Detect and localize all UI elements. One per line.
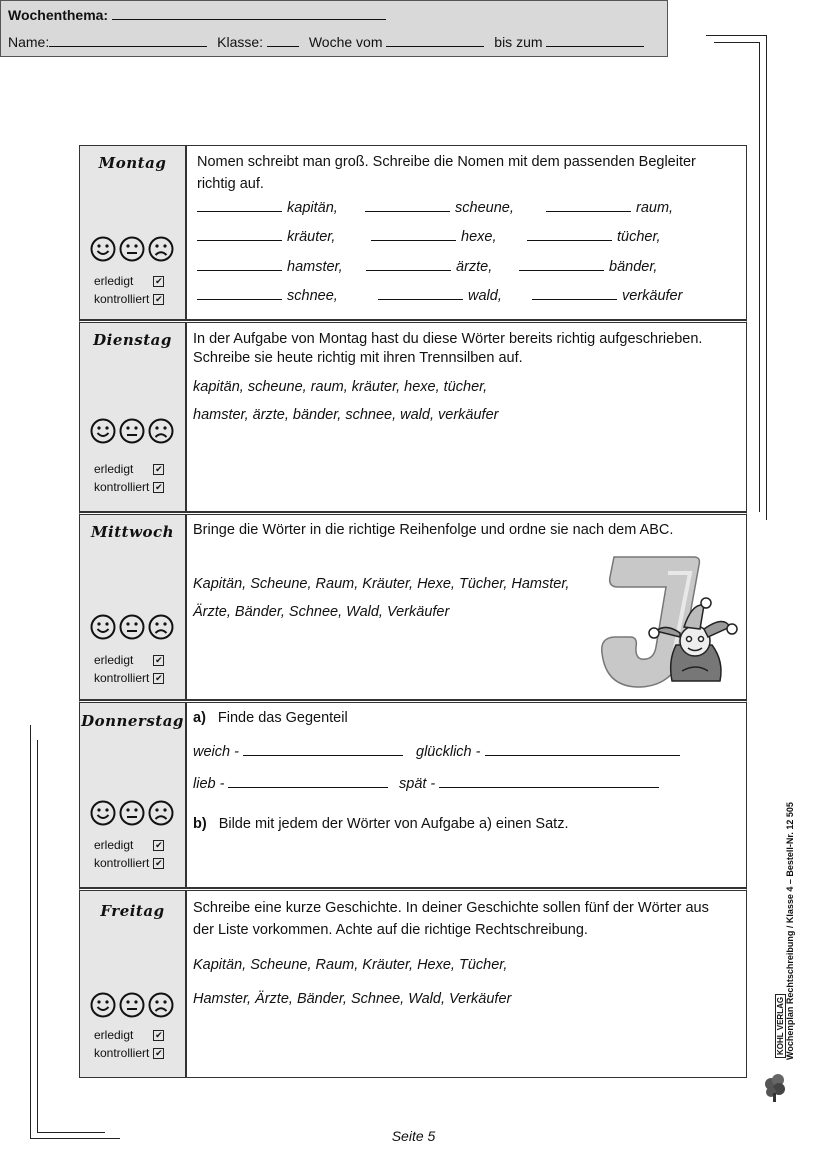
happy-face-icon[interactable] (90, 992, 116, 1018)
wochenthema-label: Wochenthema: (8, 7, 109, 23)
publisher-logo-icon (763, 1070, 787, 1104)
frame-line-top (706, 35, 766, 36)
kontrolliert-checkbox[interactable]: ✔ (155, 1048, 163, 1059)
word-item: schnee, (197, 287, 338, 304)
page-number: Seite 5 (391, 1128, 436, 1144)
woche-label: Woche vom (308, 34, 383, 50)
word-item: verkäufer (532, 287, 682, 304)
day-column (80, 515, 187, 699)
status-checks (94, 1026, 164, 1062)
sidebar-order-info: Wochenplan Rechtschreibung / Klasse 4 – Bestell-Nr. 12 505 (785, 802, 795, 1060)
kontrolliert-label: kontrolliert (94, 292, 150, 306)
answer-blank[interactable] (485, 743, 680, 756)
happy-face-icon[interactable] (90, 614, 116, 640)
answer-blank[interactable] (228, 775, 388, 788)
word-item: ärzte, (366, 258, 492, 275)
letter-j-jester-illustration (596, 553, 746, 693)
instruction: Nomen schreibt man groß. Schreibe die Nomen mit dem passenden Begleiter richtig auf. (197, 154, 696, 192)
answer-blank[interactable] (197, 258, 282, 271)
status-checks (94, 651, 164, 687)
word-item: scheune, (365, 199, 514, 216)
instruction-line-2: der Liste vorkommen. Achte auf die richtige Rechtschreibung. (193, 922, 588, 938)
sad-face-icon[interactable] (148, 236, 174, 262)
row-dienstag (79, 320, 747, 512)
day-name: Donnerstag (81, 712, 184, 730)
day-name: Freitag (100, 902, 165, 920)
kontrolliert-label: kontrolliert (94, 480, 150, 494)
erledigt-checkbox[interactable]: ✔ (155, 840, 163, 851)
opposite-gluecklich: glücklich - (416, 743, 685, 760)
answer-blank[interactable] (527, 228, 612, 241)
opposite-weich: weich - (193, 743, 408, 760)
kontrolliert-checkbox[interactable]: ✔ (155, 858, 163, 869)
kontrolliert-label: kontrolliert (94, 671, 150, 685)
instruction-line-1: In der Aufgabe von Montag hast du diese Wörter bereits richtig aufgeschrieben. (193, 331, 703, 347)
happy-face-icon[interactable] (90, 236, 116, 262)
status-checks (94, 460, 164, 496)
erledigt-label: erledigt (94, 653, 134, 667)
row-freitag (79, 888, 747, 1078)
status-checks (94, 836, 164, 872)
neutral-face-icon[interactable] (119, 236, 145, 262)
smiley-rating (84, 614, 180, 640)
name-label: Name: (8, 34, 50, 50)
neutral-face-icon[interactable] (119, 992, 145, 1018)
frame-line-right-inner (759, 42, 760, 512)
day-content (193, 703, 740, 887)
erledigt-label: erledigt (94, 274, 134, 288)
opposite-spaet: spät - (399, 775, 664, 792)
instruction-line-1: Schreibe eine kurze Geschichte. In deiner Geschichte sollen fünf der Wörter aus (193, 900, 709, 916)
word-list-line-1: Kapitän, Scheune, Raum, Kräuter, Hexe, Tücher, Hamster, (193, 576, 570, 592)
answer-blank[interactable] (243, 743, 403, 756)
word-list-line-2: hamster, ärzte, bänder, schnee, wald, verkäufer (193, 407, 499, 423)
wochenthema-line (8, 7, 386, 23)
status-checks (94, 272, 164, 308)
day-column (80, 891, 187, 1077)
day-content (197, 146, 740, 319)
task-a: a) Finde das Gegenteil (193, 710, 348, 726)
klasse-label: Klasse: (217, 34, 264, 50)
erledigt-label: erledigt (94, 838, 134, 852)
answer-blank[interactable] (197, 287, 282, 300)
smiley-rating (84, 800, 180, 826)
day-name: Dienstag (93, 331, 172, 349)
neutral-face-icon[interactable] (119, 800, 145, 826)
kontrolliert-checkbox[interactable]: ✔ (155, 673, 163, 684)
sad-face-icon[interactable] (148, 418, 174, 444)
erledigt-checkbox[interactable]: ✔ (155, 1030, 163, 1041)
day-content (193, 891, 740, 1077)
kontrolliert-label: kontrolliert (94, 1046, 150, 1060)
smiley-rating (84, 418, 180, 444)
klasse-field[interactable] (267, 34, 299, 47)
happy-face-icon[interactable] (90, 800, 116, 826)
answer-blank[interactable] (519, 258, 604, 271)
answer-blank[interactable] (365, 199, 450, 212)
bis-zum-field[interactable] (546, 34, 644, 47)
smiley-rating (84, 992, 180, 1018)
word-list-line-2: Hamster, Ärzte, Bänder, Schnee, Wald, Verkäufer (193, 991, 512, 1007)
sad-face-icon[interactable] (148, 614, 174, 640)
frame-line-left-inner (37, 740, 38, 1132)
row-mittwoch (79, 512, 747, 700)
smiley-rating (84, 236, 180, 262)
sad-face-icon[interactable] (148, 800, 174, 826)
happy-face-icon[interactable] (90, 418, 116, 444)
erledigt-label: erledigt (94, 1028, 134, 1042)
name-field[interactable] (49, 34, 207, 47)
day-content (193, 323, 740, 511)
neutral-face-icon[interactable] (119, 614, 145, 640)
header-box (0, 0, 668, 57)
answer-blank[interactable] (371, 228, 456, 241)
erledigt-label: erledigt (94, 462, 134, 476)
word-item: bänder, (519, 258, 657, 275)
word-item: kräuter, (197, 228, 335, 245)
task-b: b) Bilde mit jedem der Wörter von Aufgabe a) einen Satz. (193, 816, 569, 832)
word-item: kapitän, (197, 199, 338, 216)
answer-blank[interactable] (378, 287, 463, 300)
answer-blank[interactable] (532, 287, 617, 300)
word-list-line-1: kapitän, scheune, raum, kräuter, hexe, tücher, (193, 379, 488, 395)
day-name: Montag (98, 154, 167, 172)
answer-blank[interactable] (546, 199, 631, 212)
erledigt-checkbox[interactable]: ✔ (155, 464, 163, 475)
instruction-line-2: Schreibe sie heute richtig mit ihren Trennsilben auf. (193, 350, 523, 366)
answer-blank[interactable] (197, 199, 282, 212)
day-column (80, 703, 187, 887)
row-donnerstag (79, 700, 747, 888)
erledigt-checkbox[interactable]: ✔ (155, 655, 163, 666)
kontrolliert-checkbox[interactable]: ✔ (155, 294, 163, 305)
frame-line-top-inner (714, 42, 760, 43)
answer-blank[interactable] (439, 775, 659, 788)
opposite-lieb: lieb - (193, 775, 393, 792)
word-item: hexe, (371, 228, 496, 245)
day-name: Mittwoch (90, 523, 175, 541)
day-column (80, 323, 187, 511)
kontrolliert-label: kontrolliert (94, 856, 150, 870)
instruction: Bringe die Wörter in die richtige Reihenfolge und ordne sie nach dem ABC. (193, 522, 674, 538)
answer-blank[interactable] (366, 258, 451, 271)
wochenthema-field[interactable] (112, 7, 386, 20)
word-item: wald, (378, 287, 502, 304)
row-montag (79, 145, 747, 320)
name-line (8, 34, 644, 50)
frame-line-left (30, 725, 31, 1138)
word-item: raum, (546, 199, 673, 216)
woche-vom-field[interactable] (386, 34, 484, 47)
frame-line-right (766, 35, 767, 520)
answer-blank[interactable] (197, 228, 282, 241)
sad-face-icon[interactable] (148, 992, 174, 1018)
word-item: hamster, (197, 258, 343, 275)
neutral-face-icon[interactable] (119, 418, 145, 444)
kontrolliert-checkbox[interactable]: ✔ (155, 482, 163, 493)
day-column (80, 146, 187, 319)
word-list-line-2: Ärzte, Bänder, Schnee, Wald, Verkäufer (193, 604, 450, 620)
word-list-line-1: Kapitän, Scheune, Raum, Kräuter, Hexe, Tücher, (193, 957, 508, 973)
erledigt-checkbox[interactable]: ✔ (155, 276, 163, 287)
word-item: tücher, (527, 228, 661, 245)
bis-label: bis zum (494, 34, 543, 50)
publisher-name: KOHL VERLAG (775, 994, 786, 1058)
